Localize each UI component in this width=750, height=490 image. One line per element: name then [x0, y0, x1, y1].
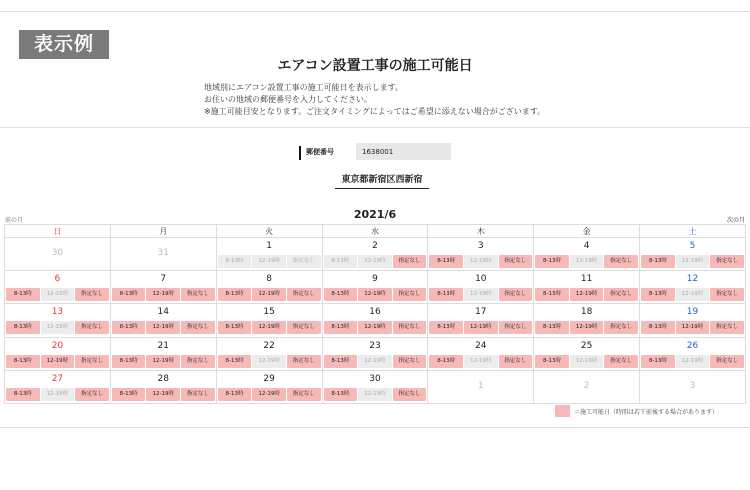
- calendar-week: [5, 238, 746, 271]
- area-name: 東京都新宿区西新宿: [335, 172, 429, 189]
- time-slots: [641, 355, 744, 368]
- slot-unavailable: 12-19時: [252, 255, 286, 268]
- slot-available[interactable]: 指定なし: [75, 355, 109, 368]
- slot-available[interactable]: 8-13時: [6, 321, 40, 334]
- slot-available[interactable]: 指定なし: [710, 355, 744, 368]
- slot-available[interactable]: 指定なし: [287, 288, 321, 301]
- postal-label: 郵便番号: [306, 148, 334, 156]
- slot-available[interactable]: 8-13時: [429, 355, 463, 368]
- calendar-day-cell[interactable]: [322, 238, 428, 271]
- slot-unavailable: 12-19時: [676, 355, 710, 368]
- slot-available[interactable]: 8-13時: [112, 321, 146, 334]
- legend-text: ＝施工可能日（時間は若干前後する場合があります）: [574, 409, 719, 416]
- time-slots: [218, 321, 321, 334]
- time-slots: [429, 355, 532, 368]
- slot-available[interactable]: 指定なし: [393, 321, 427, 334]
- calendar-day-cell[interactable]: [216, 238, 322, 271]
- day-number: 19: [686, 307, 699, 318]
- time-slots: [535, 355, 638, 368]
- slot-available[interactable]: 8-13時: [112, 388, 146, 401]
- day-number: 9: [372, 274, 378, 285]
- time-slots: [641, 255, 744, 268]
- slot-available[interactable]: 8-13時: [429, 321, 463, 334]
- slot-unavailable: 12-19時: [464, 288, 498, 301]
- calendar-week: [5, 337, 746, 370]
- time-slots: [112, 355, 215, 368]
- slot-available[interactable]: 指定なし: [710, 288, 744, 301]
- calendar-day-cell[interactable]: [110, 370, 216, 403]
- slot-available[interactable]: 指定なし: [604, 355, 638, 368]
- slot-available[interactable]: 指定なし: [181, 355, 215, 368]
- slot-available[interactable]: 指定なし: [604, 255, 638, 268]
- calendar-week: [5, 271, 746, 304]
- calendar-day-cell[interactable]: [5, 370, 111, 403]
- slot-available[interactable]: 8-13時: [324, 288, 358, 301]
- time-slots: [112, 388, 215, 401]
- example-badge: 表示例: [19, 30, 109, 59]
- day-number: 30: [51, 248, 64, 258]
- day-number: 1: [266, 241, 272, 251]
- day-number: 8: [266, 274, 272, 285]
- postal-code-input[interactable]: [356, 143, 451, 160]
- slot-available[interactable]: 12-19時: [358, 321, 392, 334]
- slot-available[interactable]: 12-19時: [358, 288, 392, 301]
- calendar-day-cell[interactable]: [322, 370, 428, 403]
- day-number: 22: [263, 340, 275, 351]
- slot-unavailable: 8-13時: [218, 255, 252, 268]
- time-slots: [6, 321, 109, 334]
- day-number: 10: [475, 274, 487, 285]
- day-number: 23: [369, 340, 381, 351]
- day-number: 25: [580, 340, 593, 351]
- day-number: 28: [157, 373, 169, 384]
- calendar-day-cell[interactable]: [428, 337, 534, 370]
- day-number: 2: [583, 380, 590, 391]
- slot-available[interactable]: 12-19時: [146, 388, 180, 401]
- slot-unavailable: 12-19時: [676, 255, 710, 268]
- calendar-day-cell[interactable]: [322, 271, 428, 304]
- calendar-body: [5, 238, 746, 404]
- slot-available[interactable]: 8-13時: [112, 288, 146, 301]
- slot-available[interactable]: 8-13時: [112, 355, 146, 368]
- day-number: 31: [157, 248, 169, 258]
- slot-unavailable: 指定なし: [287, 255, 321, 268]
- time-slots: [324, 288, 427, 301]
- day-number: 11: [580, 274, 593, 285]
- next-month-link[interactable]: 次の月: [726, 217, 745, 224]
- slot-available[interactable]: 指定なし: [75, 388, 109, 401]
- slot-available[interactable]: 指定なし: [710, 255, 744, 268]
- day-number: 20: [51, 340, 64, 351]
- time-slots: [324, 321, 427, 334]
- slot-unavailable: 12-19時: [358, 255, 392, 268]
- time-slots: [535, 321, 638, 334]
- description: [204, 82, 545, 118]
- calendar-day-cell: [534, 370, 640, 403]
- calendar-day-cell: [5, 238, 111, 271]
- slot-available[interactable]: 8-13時: [6, 355, 40, 368]
- slot-unavailable: 12-19時: [358, 388, 392, 401]
- slot-unavailable: 12-19時: [252, 355, 286, 368]
- slot-available[interactable]: 8-13時: [6, 388, 40, 401]
- slot-available[interactable]: 指定なし: [499, 288, 533, 301]
- slot-unavailable: 12-19時: [676, 288, 710, 301]
- calendar-day-cell[interactable]: [5, 271, 111, 304]
- prev-month-link[interactable]: 前の月: [5, 217, 24, 224]
- slot-available[interactable]: 指定なし: [499, 355, 533, 368]
- slot-available[interactable]: 指定なし: [604, 288, 638, 301]
- calendar-week: [5, 370, 746, 403]
- slot-unavailable: 12-19時: [41, 388, 75, 401]
- calendar-day-cell: [428, 370, 534, 403]
- time-slots: [324, 255, 427, 268]
- day-number: 29: [263, 373, 275, 384]
- description-line: ※施工可能目安となります。ご注文タイミングによってはご希望に添えない場合がございます。: [204, 107, 546, 116]
- calendar-day-cell[interactable]: [110, 271, 216, 304]
- slot-available[interactable]: 12-19時: [41, 355, 75, 368]
- slot-available[interactable]: 8-13時: [535, 255, 569, 268]
- slot-available[interactable]: 12-19時: [146, 321, 180, 334]
- slot-available[interactable]: 8-13時: [218, 321, 252, 334]
- slot-available[interactable]: 指定なし: [604, 321, 638, 334]
- day-number: 30: [369, 373, 381, 384]
- day-number: 26: [686, 340, 699, 351]
- weekday-label: 日: [5, 225, 111, 238]
- slot-unavailable: 12-19時: [570, 355, 604, 368]
- slot-available[interactable]: 指定なし: [499, 321, 533, 334]
- time-slots: [324, 355, 427, 368]
- slot-available[interactable]: 8-13時: [429, 255, 463, 268]
- slot-available[interactable]: 指定なし: [181, 321, 215, 334]
- slot-unavailable: 12-19時: [570, 255, 604, 268]
- time-slots: [112, 288, 215, 301]
- slot-available[interactable]: 12-19時: [252, 321, 286, 334]
- calendar-day-cell[interactable]: [640, 304, 746, 337]
- day-number: 21: [157, 340, 169, 351]
- slot-available[interactable]: 指定なし: [181, 388, 215, 401]
- time-slots: [429, 321, 532, 334]
- calendar-day-cell[interactable]: [428, 238, 534, 271]
- slot-available[interactable]: 指定なし: [287, 355, 321, 368]
- slot-available[interactable]: 8-13時: [6, 288, 40, 301]
- time-slots: [641, 288, 744, 301]
- slot-available[interactable]: 8-13時: [535, 355, 569, 368]
- slot-available[interactable]: 指定なし: [287, 321, 321, 334]
- calendar-day-cell[interactable]: [5, 337, 111, 370]
- slot-unavailable: 12-19時: [41, 321, 75, 334]
- day-number: 3: [477, 241, 484, 251]
- time-slots: [641, 321, 744, 334]
- day-number: 4: [583, 241, 590, 251]
- slot-available[interactable]: 12-19時: [464, 321, 498, 334]
- weekday-label: 金: [534, 225, 640, 238]
- slot-available[interactable]: 8-13時: [324, 321, 358, 334]
- slot-unavailable: 12-19時: [41, 288, 75, 301]
- slot-available[interactable]: 8-13時: [218, 288, 252, 301]
- calendar-day-cell[interactable]: [216, 337, 322, 370]
- calendar-day-cell[interactable]: [322, 337, 428, 370]
- calendar-day-cell[interactable]: [428, 271, 534, 304]
- day-number: 12: [686, 274, 699, 285]
- slot-available[interactable]: 指定なし: [75, 321, 109, 334]
- day-number: 17: [475, 307, 487, 318]
- calendar: [4, 224, 746, 404]
- slot-available[interactable]: 8-13時: [324, 355, 358, 368]
- description-line: 地域別にエアコン設置工事の施工可能日を表示します。: [204, 83, 403, 92]
- calendar-week: [5, 304, 746, 337]
- time-slots: [6, 388, 109, 401]
- slot-available[interactable]: 12-19時: [676, 321, 710, 334]
- slot-available[interactable]: 12-19時: [252, 388, 286, 401]
- description-line: お住いの地域の郵便番号を入力してください。: [204, 95, 372, 104]
- calendar-day-cell[interactable]: [534, 337, 640, 370]
- calendar-day-cell[interactable]: [534, 271, 640, 304]
- slot-available[interactable]: 8-13時: [429, 288, 463, 301]
- calendar-day-cell: [110, 238, 216, 271]
- day-number: 5: [689, 241, 696, 251]
- calendar-day-cell[interactable]: [110, 304, 216, 337]
- day-number: 13: [51, 307, 64, 318]
- slot-available[interactable]: 指定なし: [499, 255, 533, 268]
- slot-available[interactable]: 指定なし: [287, 388, 321, 401]
- slot-available[interactable]: 8-13時: [641, 355, 675, 368]
- time-slots: [218, 255, 321, 268]
- weekday-label: 土: [640, 225, 746, 238]
- calendar-day-cell[interactable]: [216, 304, 322, 337]
- calendar-day-cell[interactable]: [322, 304, 428, 337]
- weekday-header: [5, 225, 746, 238]
- slot-unavailable: 8-13時: [324, 255, 358, 268]
- calendar-day-cell[interactable]: [640, 238, 746, 271]
- calendar-day-cell[interactable]: [110, 337, 216, 370]
- slot-available[interactable]: 8-13時: [535, 288, 569, 301]
- time-slots: [324, 388, 427, 401]
- calendar-day-cell[interactable]: [216, 370, 322, 403]
- calendar-day-cell[interactable]: [216, 271, 322, 304]
- slot-available[interactable]: 8-13時: [324, 388, 358, 401]
- slot-available[interactable]: 8-13時: [641, 288, 675, 301]
- slot-available[interactable]: 12-19時: [146, 355, 180, 368]
- day-number: 7: [160, 274, 167, 285]
- slot-available[interactable]: 8-13時: [218, 355, 252, 368]
- slot-available[interactable]: 8-13時: [218, 388, 252, 401]
- time-slots: [535, 288, 638, 301]
- calendar-day-cell[interactable]: [534, 238, 640, 271]
- calendar-day-cell: [640, 370, 746, 403]
- slot-available[interactable]: 指定なし: [710, 321, 744, 334]
- time-slots: [218, 388, 321, 401]
- slot-available[interactable]: 12-19時: [252, 288, 286, 301]
- day-number: 27: [51, 373, 64, 384]
- time-slots: [112, 321, 215, 334]
- legend-swatch: [555, 405, 570, 417]
- slot-available[interactable]: 指定なし: [393, 288, 427, 301]
- time-slots: [6, 288, 109, 301]
- calendar-day-cell[interactable]: [640, 271, 746, 304]
- time-slots: [6, 355, 109, 368]
- day-number: 15: [263, 307, 275, 318]
- time-slots: [429, 255, 532, 268]
- day-number: 6: [54, 274, 61, 285]
- bottom-divider: [0, 427, 750, 428]
- slot-available[interactable]: 8-13時: [641, 321, 675, 334]
- weekday-label: 月: [110, 225, 216, 238]
- weekday-label: 木: [428, 225, 534, 238]
- calendar-day-cell[interactable]: [428, 304, 534, 337]
- top-divider: [0, 11, 750, 12]
- slot-unavailable: 12-19時: [358, 355, 392, 368]
- slot-available[interactable]: 指定なし: [181, 288, 215, 301]
- weekday-label: 火: [216, 225, 322, 238]
- calendar-day-cell[interactable]: [534, 304, 640, 337]
- day-number: 18: [580, 307, 593, 318]
- page-title: エアコン設置工事の施工可能日: [277, 58, 473, 74]
- slot-available[interactable]: 12-19時: [570, 321, 604, 334]
- time-slots: [535, 255, 638, 268]
- slot-available[interactable]: 12-19時: [146, 288, 180, 301]
- month-title: 2021/6: [353, 208, 397, 221]
- postal-label-marker: [299, 146, 301, 160]
- day-number: 2: [372, 241, 378, 251]
- weekday-label: 水: [322, 225, 428, 238]
- slot-available[interactable]: 指定なし: [393, 388, 427, 401]
- calendar-day-cell[interactable]: [640, 337, 746, 370]
- day-number: 3: [689, 380, 696, 391]
- time-slots: [218, 288, 321, 301]
- time-slots: [218, 355, 321, 368]
- day-number: 24: [475, 340, 487, 351]
- slot-available[interactable]: 8-13時: [641, 255, 675, 268]
- day-number: 14: [157, 307, 169, 318]
- time-slots: [429, 288, 532, 301]
- slot-unavailable: 12-19時: [464, 255, 498, 268]
- calendar-day-cell[interactable]: [5, 304, 111, 337]
- slot-available[interactable]: 8-13時: [535, 321, 569, 334]
- day-number: 1: [477, 380, 484, 391]
- slot-unavailable: 12-19時: [464, 355, 498, 368]
- slot-available[interactable]: 指定なし: [75, 288, 109, 301]
- day-number: 16: [369, 307, 381, 318]
- slot-available[interactable]: 指定なし: [393, 355, 427, 368]
- slot-available[interactable]: 指定なし: [393, 255, 427, 268]
- section-divider: [0, 127, 750, 128]
- slot-available[interactable]: 12-19時: [570, 288, 604, 301]
